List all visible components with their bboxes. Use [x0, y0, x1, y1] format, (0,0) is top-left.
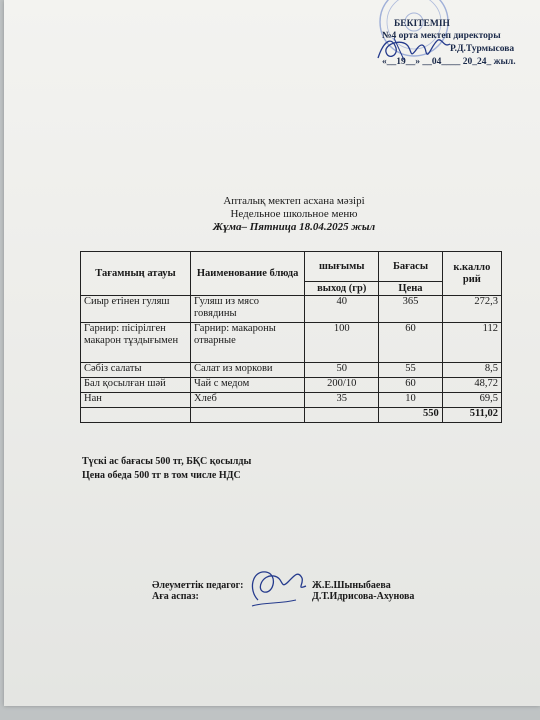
header-yield-ru: выход (гр): [305, 282, 379, 296]
dish-price: 60: [379, 378, 442, 393]
approval-director-name: Р.Д.Турмысова: [450, 44, 515, 54]
dish-kcal: 48,72: [442, 378, 501, 393]
header-price-kz: Бағасы: [379, 252, 442, 282]
dish-name-kz: Сиыр етінен гуляш: [81, 296, 191, 323]
dish-name-ru: Хлеб: [191, 393, 305, 408]
approval-title: БЕКІТЕМІН: [394, 19, 450, 29]
table-row: [81, 378, 502, 393]
title-kz: Апталық мектеп асхана мәзірі: [223, 195, 365, 207]
header-kcal: к.калло рий: [442, 252, 501, 296]
director-signature: [374, 30, 454, 66]
header-price-ru: Цена: [379, 282, 442, 296]
staff-row: [152, 591, 415, 602]
dish-price: 10: [379, 393, 442, 408]
menu-table: [80, 251, 502, 423]
approval-date: «__19__» __04____ 20_24_ жыл.: [382, 57, 516, 67]
dish-price: 60: [379, 323, 442, 363]
dish-name-ru: Чай с медом: [191, 378, 305, 393]
price-note-kz: Түскі ас бағасы 500 тг, БҚС қосылды: [82, 456, 252, 467]
staff-block: [152, 580, 415, 602]
menu-date: Жұма– Пятница 18.04.2025 жыл: [212, 221, 376, 233]
dish-yield: 200/10: [305, 378, 379, 393]
total-price: 550: [379, 408, 442, 423]
total-kcal: 511,02: [442, 408, 501, 423]
dish-kcal: 8,5: [442, 363, 501, 378]
dish-name-ru: Гарнир: макароны отварные: [191, 323, 305, 363]
dish-name-kz: Гарнир: пісірілген макарон тұздығымен: [81, 323, 191, 363]
dish-yield: 35: [305, 393, 379, 408]
header-name-ru: Наименование блюда: [191, 252, 305, 296]
staff-row: [152, 580, 391, 591]
dish-kcal: 112: [442, 323, 501, 363]
table-header-row: [81, 252, 502, 282]
dish-yield: 50: [305, 363, 379, 378]
price-note-ru: Цена обеда 500 тг в том числе НДС: [82, 470, 241, 481]
table-row: [81, 296, 502, 323]
price-notes: [82, 455, 251, 483]
table-row: [81, 323, 502, 363]
dish-kcal: 272,3: [442, 296, 501, 323]
header-name-kz: Тағамның атауы: [81, 252, 191, 296]
dish-yield: 100: [305, 323, 379, 363]
header-yield-kz: шығымы: [305, 252, 379, 282]
dish-name-kz: Нан: [81, 393, 191, 408]
menu-document: [4, 0, 540, 706]
table-total-row: [81, 408, 502, 423]
menu-heading: [154, 195, 434, 234]
dish-yield: 40: [305, 296, 379, 323]
dish-name-ru: Гуляш из мясо говядины: [191, 296, 305, 323]
staff-name: Д.Т.Идрисова-Ахунова: [312, 591, 415, 602]
table-row: [81, 393, 502, 408]
title-ru: Недельное школьное меню: [230, 208, 358, 220]
dish-name-ru: Салат из моркови: [191, 363, 305, 378]
total-empty-cell: [305, 408, 379, 423]
staff-role: Аға аспаз:: [152, 591, 199, 602]
table-row: [81, 363, 502, 378]
total-empty-cell: [191, 408, 305, 423]
staff-role: Әлеуметтік педагог:: [152, 580, 244, 591]
dish-kcal: 69,5: [442, 393, 501, 408]
dish-name-kz: Бал қосылған шәй: [81, 378, 191, 393]
dish-price: 365: [379, 296, 442, 323]
staff-signature: [244, 560, 314, 612]
approval-position: №4 орта мектеп директоры: [382, 31, 501, 41]
staff-name: Ж.Е.Шыныбаева: [312, 580, 391, 591]
total-empty-cell: [81, 408, 191, 423]
dish-name-kz: Сәбіз салаты: [81, 363, 191, 378]
dish-price: 55: [379, 363, 442, 378]
